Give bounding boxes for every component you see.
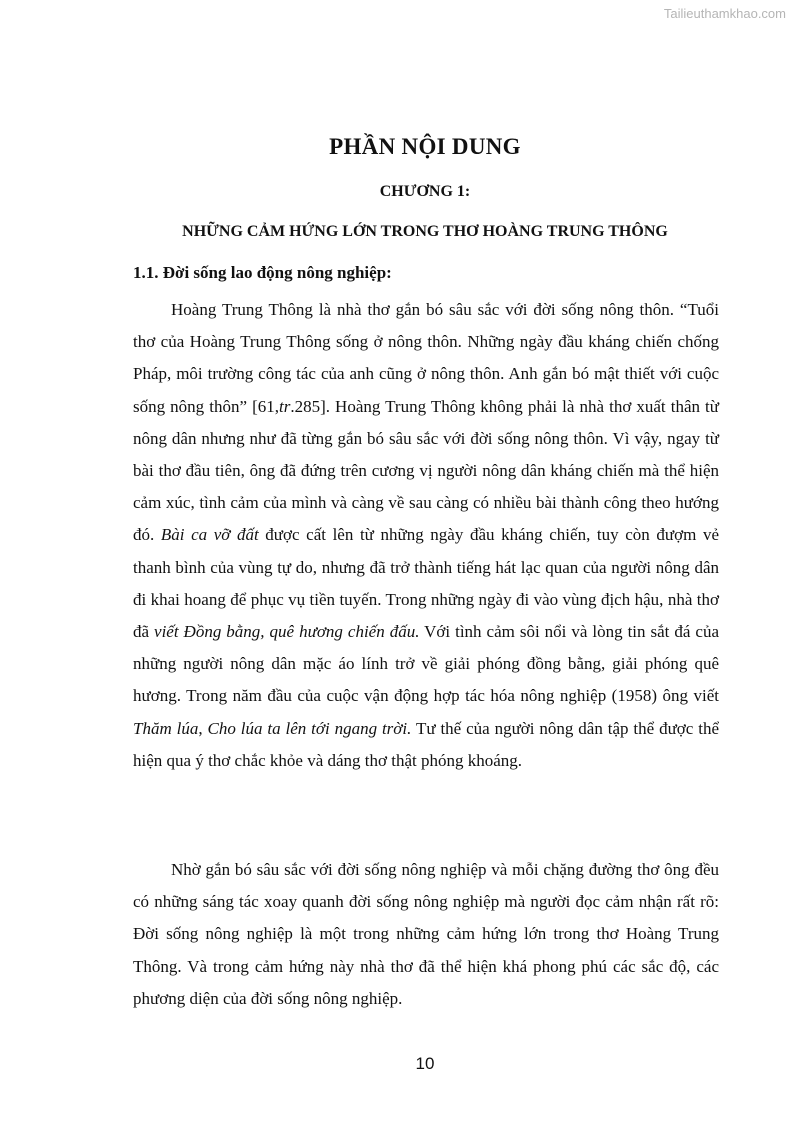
work-title-bai-ca-vo-dat: Bài ca vỡ đất [160, 525, 259, 545]
work-title-cho-lua: Cho lúa ta lên tới ngang trời. [207, 718, 412, 738]
section-heading: 1.1. Đời sống lao động nông nghiệp: [133, 263, 392, 282]
paragraph-1 [133, 294, 719, 777]
paragraph-1-text-a: Hoàng Trung Thông là nhà thơ gắn bó sâu sắc với đời sống nông thôn. “Tuổi thơ của Hoàng Trung Thông sống ở nông thôn. Những ngày đầu kháng chiến chống Pháp, môi trường công tác của anh cũng ở nông thôn. Anh gắn bó mật thiết với cuộc sống nông thôn” [61, [133, 300, 719, 416]
paragraph-1-text-e: , [198, 718, 208, 738]
page-number: 10 [415, 1054, 435, 1073]
chapter-subtitle: NHỮNG CẢM HỨNG LỚN TRONG THƠ HOÀNG TRUNG THÔNG [182, 223, 668, 240]
watermark: Tailieuthamkhao.com [663, 6, 786, 21]
work-title-dong-bang: viết Đồng bằng, quê hương chiến đấu. [154, 622, 420, 642]
paragraph-1-text-b: .285]. Hoàng Trung Thông không phải là nhà thơ xuất thân từ nông dân nhưng như đã từng gắn bó sâu sắc với đời sống nông thôn. Vì vậy, ngay từ bài thơ đầu tiên, ông đã đứng trên cương vị người nông dân kháng chiến mà thể hiện cảm xúc, tình cảm của mình và càng về sau càng có nhiều bài thành công theo hướng đó. [133, 396, 719, 545]
chapter-title: CHƯƠNG 1: [379, 183, 471, 200]
paragraph-1-text-c: được cất lên từ những ngày đầu kháng chiến, tuy còn đượm vẻ thanh bình của vùng tự do, nhưng đã trở thành tiếng hát lạc quan của người nông dân đi khai hoang để phục vụ tiền tuyến. Trong những ngày đi vào vùng địch hậu, nhà thơ đã [133, 525, 719, 642]
paragraph-1-text-f: Tư thế của người nông dân tập thể được thể hiện qua ý thơ chắc khỏe và dáng thơ thật phóng khoáng. [133, 718, 719, 770]
paragraph-1-text-d: Với tình cảm sôi nổi và lòng tin sắt đá của những người nông dân mặc áo lính trở về giải phóng đồng bằng, giải phóng quê hương. Trong năm đầu của cuộc vận động hợp tác hóa nông nghiệp (1958) ông viết [133, 622, 719, 706]
work-title-tham-lua: Thăm lúa [133, 718, 199, 738]
citation-tr: tr [278, 396, 291, 416]
paragraph-2 [133, 854, 719, 1015]
paragraph-2-text: Nhờ gắn bó sâu sắc với đời sống nông nghiệp và mỗi chặng đường thơ ông đều có những sáng tác xoay quanh đời sống nông nghiệp mà người đọc cảm nhận rất rõ: Đời sống nông nghiệp là một trong những cảm hứng lớn trong thơ Hoàng Trung Thông. Và trong cảm hứng này nhà thơ đã thể hiện khá phong phú các sắc độ, các phương diện của đời sống nông nghiệp. [133, 860, 719, 1008]
part-title: PHẦN NỘI DUNG [329, 134, 521, 159]
